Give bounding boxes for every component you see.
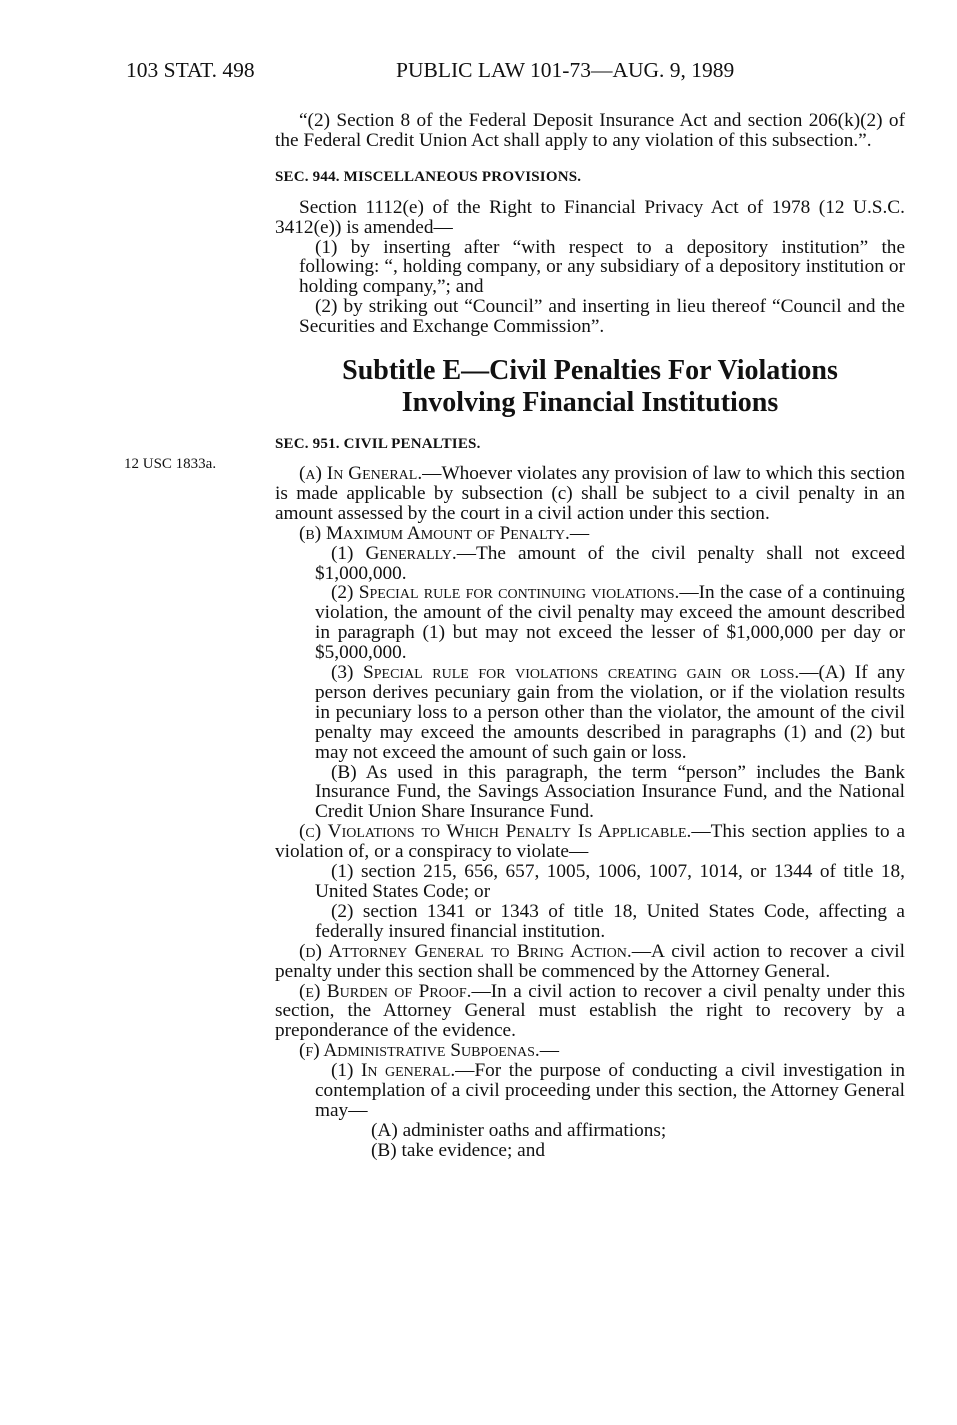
page-header xyxy=(126,58,906,92)
margin-note-usc: 12 USC 1833a. xyxy=(124,456,217,472)
subtitle-line-2: Involving Financial Institutions xyxy=(401,387,779,419)
subsection-c xyxy=(275,822,905,862)
subtitle-heading xyxy=(275,355,905,419)
paragraph-text: —For the purpose of conducting a civil investigation in contemplation of a civil proceeding under this section, the Attorney General may— xyxy=(315,1060,905,1121)
paragraph-b3 xyxy=(275,663,905,763)
subsection-heading: (d) Attorney General to Bring Action. xyxy=(299,940,632,962)
subsection-heading: (c) Violations to Which Penalty Is Applicable. xyxy=(299,821,692,843)
subsection-text: —Whoever violates any provision of law to which this section is made applicable by subsection (c) shall be subject to a civil penalty in an amount assessed by the court in a civil action under this section. xyxy=(275,462,905,524)
subsection-e xyxy=(275,982,905,1042)
paragraph-c1: (1) section 215, 656, 657, 1005, 1006, 1007, 1014, or 1344 of title 18, United States Code; or xyxy=(315,861,905,902)
subsection-heading: (f) Administrative Subpoenas. xyxy=(299,1040,540,1062)
paragraph-f1 xyxy=(275,1061,905,1121)
subsection-d xyxy=(275,942,905,982)
paragraph-c2: (2) section 1341 or 1343 of title 18, United States Code, affecting a federally insured financial institution. xyxy=(315,900,905,942)
paragraph-heading: (2) Special rule for continuing violations. xyxy=(331,582,680,604)
subsection-a xyxy=(275,464,905,524)
public-law-heading: PUBLIC LAW 101-73—AUG. 9, 1989 xyxy=(396,58,735,82)
stat-citation: 103 STAT. 498 xyxy=(126,58,255,82)
subsection-heading: (b) Maximum Amount of Penalty. xyxy=(299,522,570,544)
document-body xyxy=(275,111,905,1161)
paragraph-heading: (3) Special rule for violations creating gain or loss. xyxy=(331,662,800,684)
subsection-text: — xyxy=(569,522,590,544)
paragraph: “(2) Section 8 of the Federal Deposit Insurance Act and section 206(k)(2) of the Federal Credit Union Act shall apply to any violation of this subsection.”. xyxy=(275,110,905,151)
paragraph-text: —The amount of the civil penalty shall not exceed $1,000,000. xyxy=(315,542,905,584)
paragraph: (2) by striking out “Council” and inserting in lieu thereof “Council and the Securities and Exchange Commission”. xyxy=(299,296,905,338)
section-heading-944: SEC. 944. MISCELLANEOUS PROVISIONS. xyxy=(275,168,582,185)
paragraph-heading: (1) In general. xyxy=(331,1060,456,1082)
subsection-f xyxy=(275,1041,905,1061)
paragraph-text: —In the case of a continuing violation, the amount of the civil penalty may exceed the amount described in paragraph (1) but may not exceed the lesser of $1,000,000 per day or $5,000,000. xyxy=(315,582,905,664)
section-heading-951: SEC. 951. CIVIL PENALTIES. xyxy=(275,436,481,453)
paragraph: (1) by inserting after “with respect to a depository institution” the following: “, holding company, or any subsidiary of a depository institution or holding company,”; and xyxy=(299,236,905,298)
paragraph-text: —(A) If any person derives pecuniary gain from the violation, or if the violation results in pecuniary loss to a person other than the violator, the amount of the civil penalty may exceed the amounts described in paragraphs (1) and (2) but may not exceed the amount of such gain or loss. xyxy=(315,662,905,763)
paragraph: Section 1112(e) of the Right to Financial Privacy Act of 1978 (12 U.S.C. 3412(e)) is amended— xyxy=(275,196,905,238)
paragraph-b1 xyxy=(275,544,905,584)
subsection-heading: (e) Burden of Proof. xyxy=(299,980,472,1002)
subsection-b xyxy=(275,524,905,544)
clause-fB: (B) take evidence; and xyxy=(371,1139,545,1161)
paragraph-heading: (1) Generally. xyxy=(331,542,457,564)
subsection-text: —In a civil action to recover a civil penalty under this section, the Attorney General must establish the right to recovery by a preponderance of the evidence. xyxy=(275,980,905,1042)
subsection-heading: (a) In General. xyxy=(299,462,423,484)
subtitle-line-1: Subtitle E—Civil Penalties For Violations xyxy=(342,355,838,387)
subsection-text: —This section applies to a violation of, or a conspiracy to violate— xyxy=(275,821,905,863)
subsection-text: —A civil action to recover a civil penalty under this section shall be commenced by the Attorney General. xyxy=(275,940,905,982)
clause-fA: (A) administer oaths and affirmations; xyxy=(371,1119,667,1141)
paragraph-b2 xyxy=(275,583,905,663)
paragraph-b3b: (B) As used in this paragraph, the term “person” includes the Bank Insurance Fund, the Savings Association Insurance Fund, and the National Credit Union Share Insurance Fund. xyxy=(315,761,905,823)
subsection-text: — xyxy=(539,1040,559,1062)
